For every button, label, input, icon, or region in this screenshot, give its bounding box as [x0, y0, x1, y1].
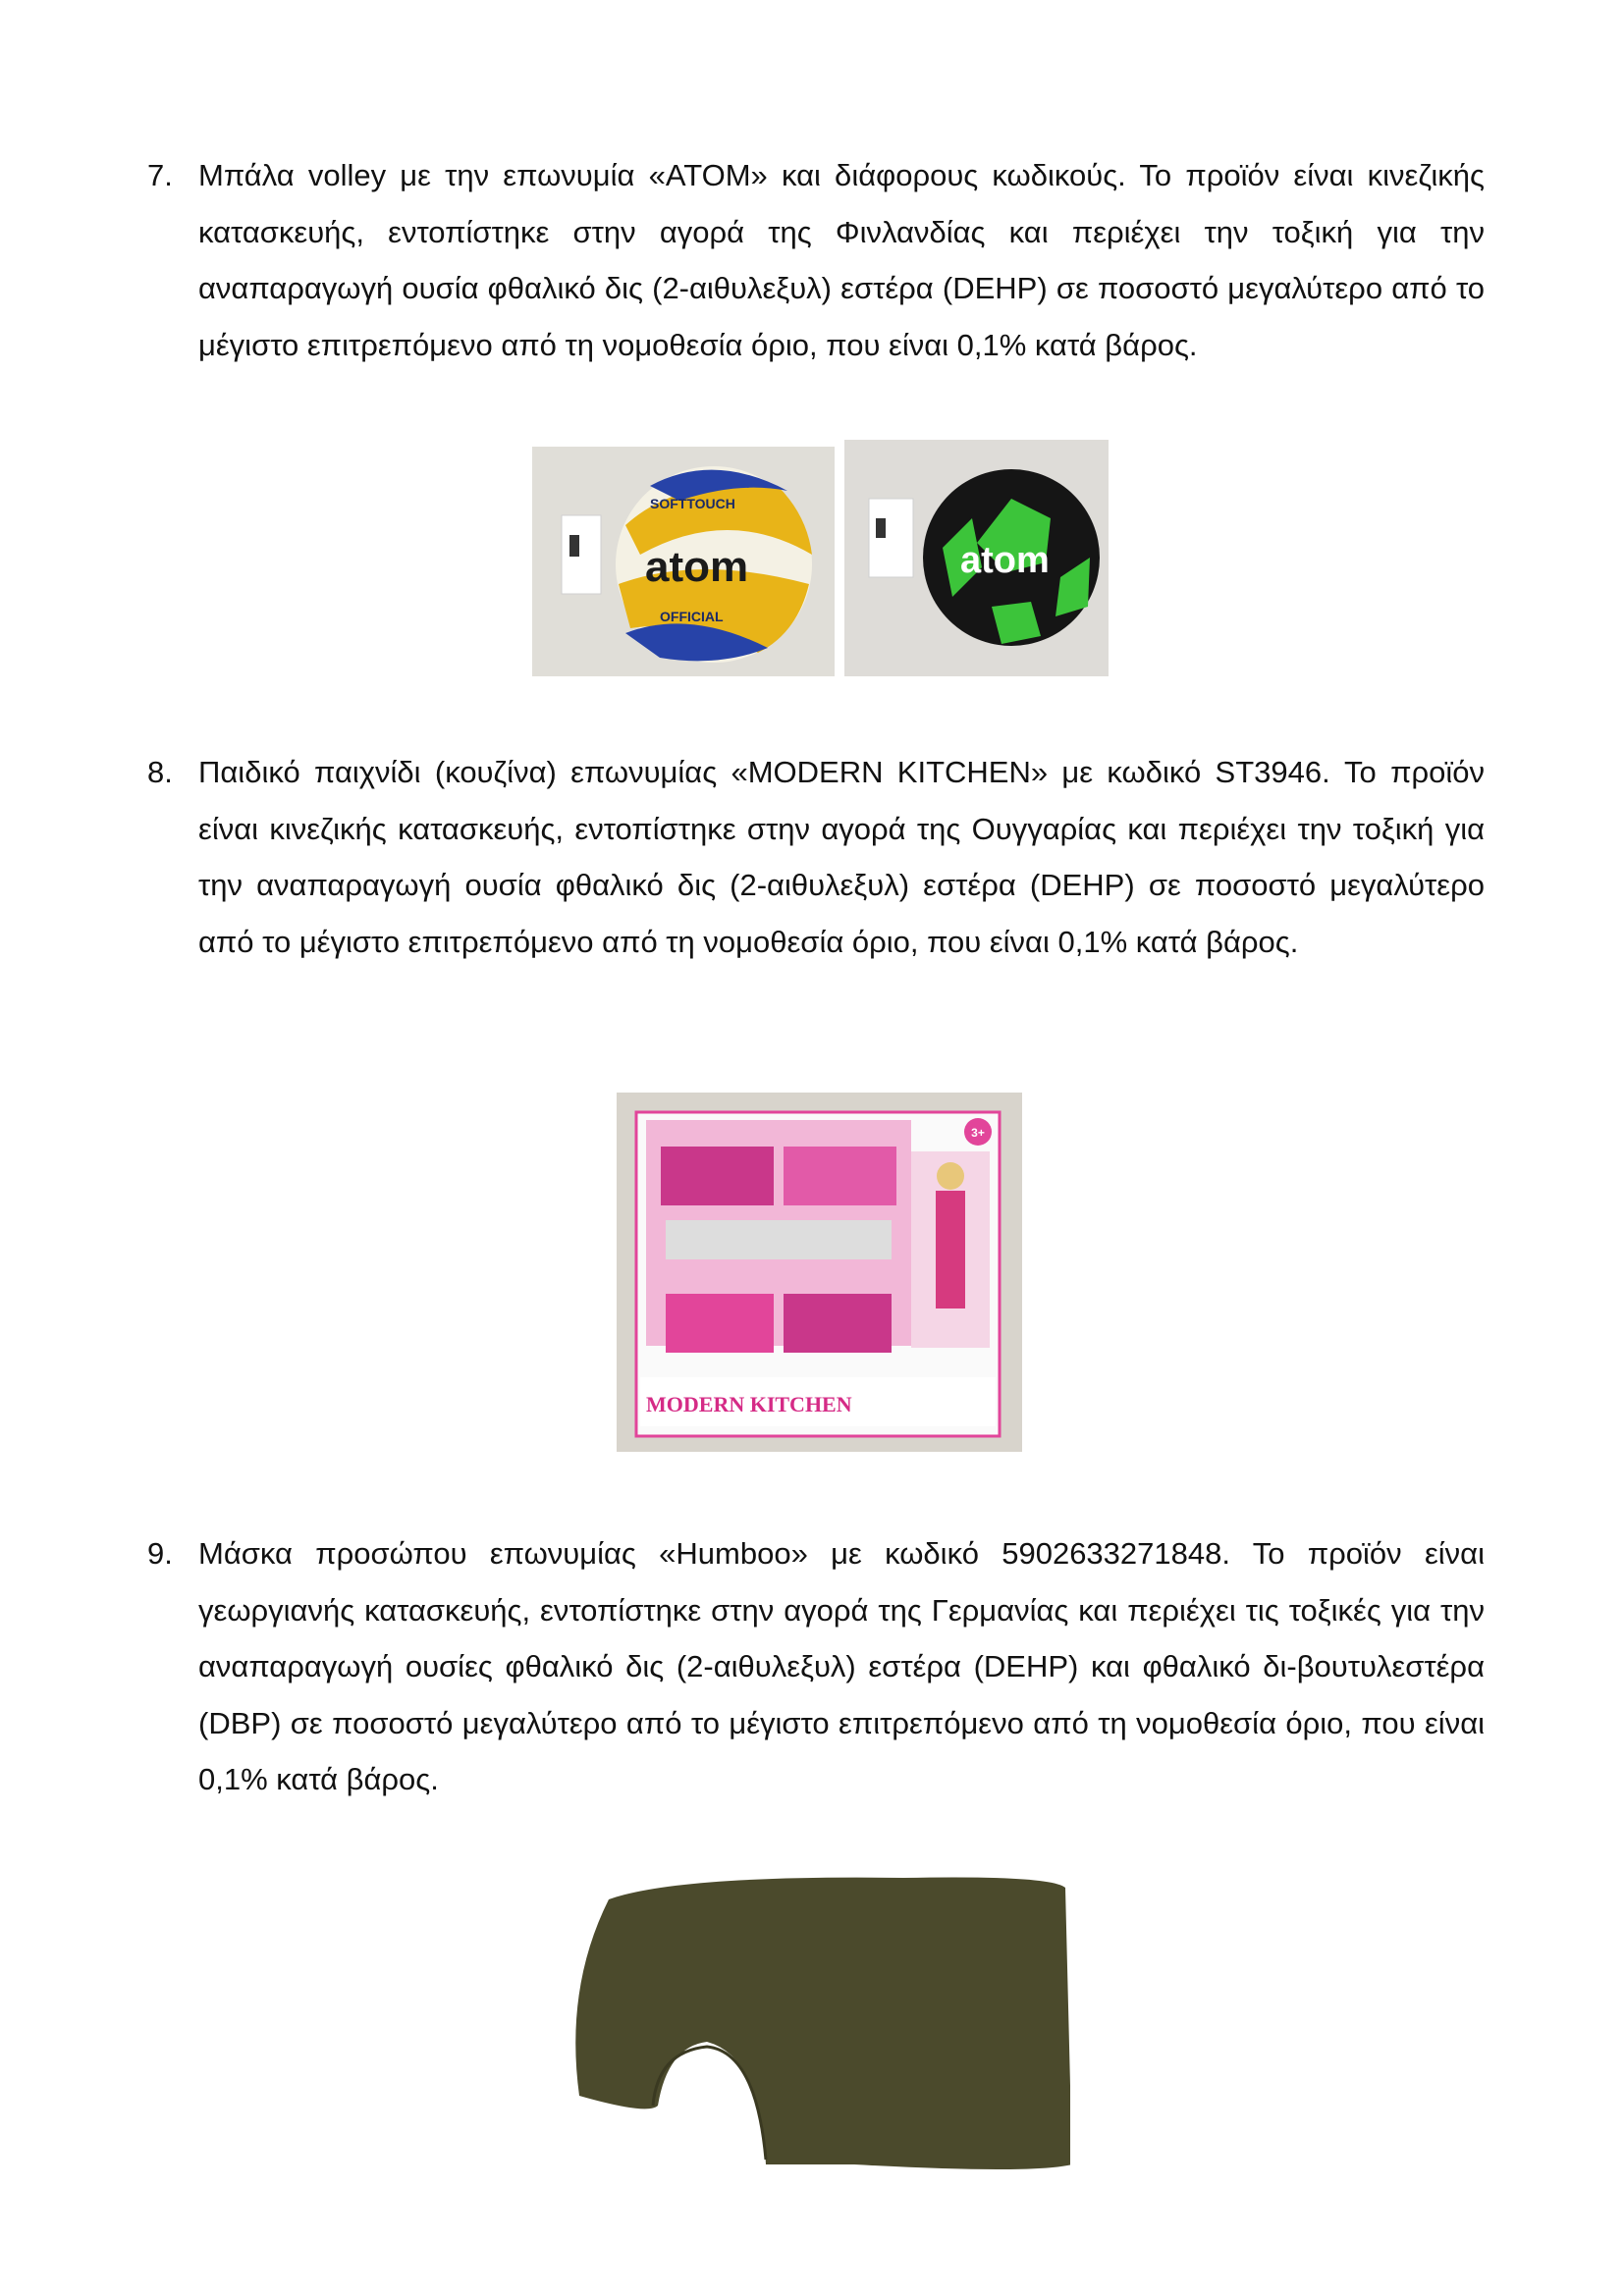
- age-badge: 3+: [971, 1126, 985, 1140]
- face-mask-photo: [560, 1870, 1070, 2179]
- ball-top-text: SOFTTOUCH: [650, 496, 735, 511]
- item-number: 8.: [147, 755, 173, 789]
- box-title: MODERN KITCHEN: [646, 1392, 852, 1416]
- item-text: Μπάλα volley με την επωνυμία «ATOM» και διάφορους κωδικούς. Το προϊόν είναι κινεζικής κατασκευής, εντοπίστηκε στην αγορά της Φινλανδίας και περιέχει την τοξική για την αναπαραγωγή ουσία φθαλικό δις (2-αιθυλεξυλ) εστέρα (DEHP) σε ποσοστό μεγαλύτερο από το μέγιστο επιτρεπόμενο από τη νομοθεσία όριο, που είναι 0,1% κατά βάρος.: [198, 158, 1485, 362]
- item-text: Παιδικό παιχνίδι (κουζίνα) επωνυμίας «MODERN KITCHEN» με κωδικό ST3946. Το προϊόν είναι κινεζικής κατασκευής, εντοπίστηκε στην αγορά της Ουγγαρίας και περιέχει την τοξική για την αναπαραγωγή ουσία φθαλικό δις (2-αιθυλεξυλ) εστέρα (DEHP) σε ποσοστό μεγαλύτερο από το μέγιστο επιτρεπόμενο από τη νομοθεσία όριο, που είναι 0,1% κατά βάρος.: [198, 755, 1485, 959]
- item-number: 9.: [147, 1536, 173, 1571]
- volleyball-photo: [532, 447, 835, 676]
- kitchen-box-photo: [617, 1093, 1022, 1452]
- ball-brand-text: atom: [645, 543, 749, 591]
- item-text: Μάσκα προσώπου επωνυμίας «Humboo» με κωδικό 5902633271848. Το προϊόν είναι γεωργιανής κατασκευής, εντοπίστηκε στην αγορά της Γερμανίας και περιέχει τις τοξικές για την αναπαραγωγή ουσίες φθαλικό δις (2-αιθυλεξυλ) εστέρα (DEHP) και φθαλικό δι-βουτυλεστέρα (DBP) σε ποσοστό μεγαλύτερο από το μέγιστο επιτρεπόμενο από τη νομοθεσία όριο, που είναι 0,1% κατά βάρος.: [198, 1536, 1485, 1796]
- green-ball-photo: [844, 440, 1109, 676]
- item-number: 7.: [147, 158, 173, 192]
- ball-bottom-text: OFFICIAL: [660, 609, 724, 624]
- ball-brand-text: atom: [960, 540, 1050, 581]
